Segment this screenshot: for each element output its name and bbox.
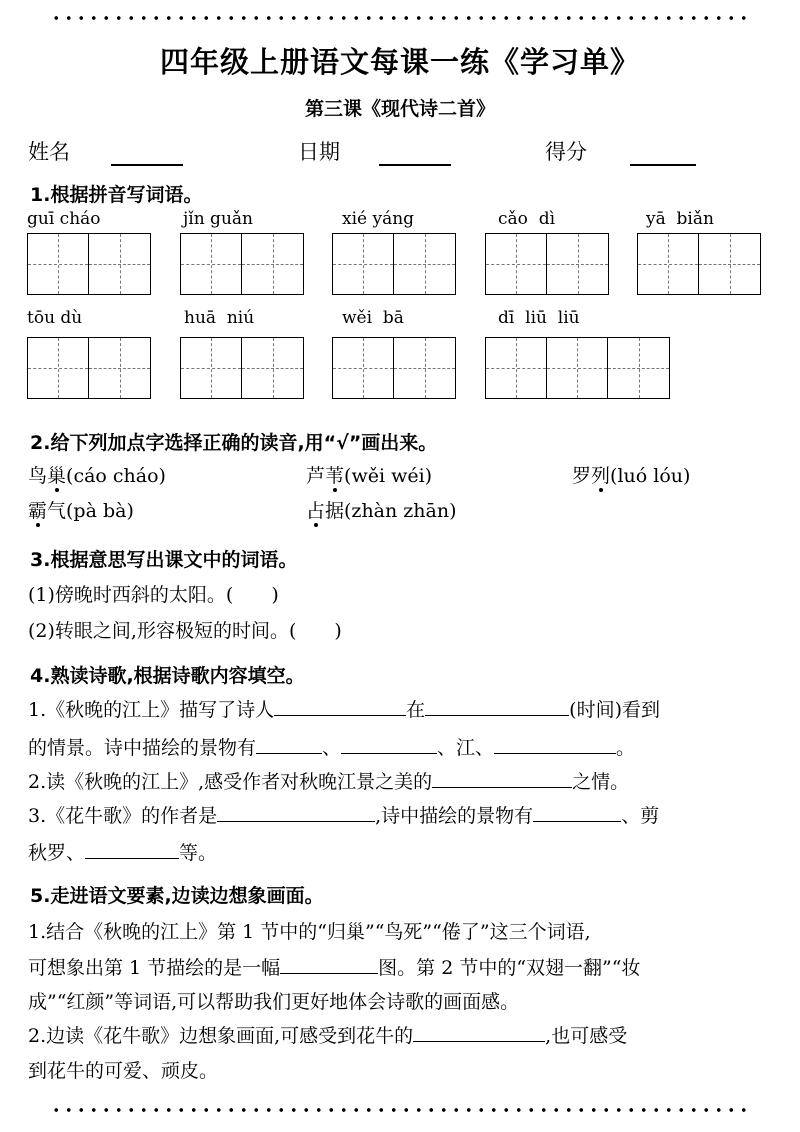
writing-cell[interactable] [638, 234, 699, 294]
dotted-char: 列 [591, 461, 610, 488]
date-field[interactable] [298, 136, 451, 166]
writing-cell[interactable] [394, 234, 455, 294]
q5-line-1: 1.结合《秋晚的江上》第 1 节中的“归巢”“鸟死”“倦了”这三个词语, [28, 921, 591, 943]
writing-cell[interactable] [608, 338, 669, 398]
writing-cell[interactable] [333, 338, 394, 398]
pinyin-label: huā niú [184, 308, 255, 328]
text: 1.《秋晚的江上》描写了诗人 [28, 699, 275, 721]
q3-heading: 3.根据意思写出课文中的词语。 [30, 549, 298, 571]
pinyin-label: yā biǎn [646, 209, 714, 229]
text: 图。第 2 节中的“双翅一翻”“妆 [378, 957, 641, 979]
writing-cell[interactable] [699, 234, 760, 294]
writing-grid[interactable] [180, 337, 304, 399]
writing-grid[interactable] [27, 233, 151, 295]
top-dotted-border [50, 15, 752, 21]
writing-cell[interactable] [181, 234, 242, 294]
pinyin-label: jǐn guǎn [183, 209, 253, 229]
writing-cell[interactable] [242, 234, 303, 294]
fill-blank[interactable] [341, 733, 437, 754]
writing-cell[interactable] [547, 338, 608, 398]
text: ,也可感受 [545, 1025, 628, 1047]
pinyin-label: cǎo dì [498, 209, 556, 229]
q4-line-5 [28, 838, 217, 865]
date-blank[interactable] [379, 142, 451, 166]
writing-cell[interactable] [394, 338, 455, 398]
writing-grid[interactable] [637, 233, 761, 295]
pinyin-options[interactable]: (luó lóu) [610, 465, 691, 487]
q2-heading: 2.给下列加点字选择正确的读音,用“√”画出来。 [30, 432, 438, 454]
writing-cell[interactable] [547, 234, 608, 294]
plain-char: 鸟 [28, 465, 48, 487]
bottom-dotted-border [50, 1107, 752, 1113]
writing-grid[interactable] [485, 233, 609, 295]
q1-heading: 1.根据拼音写词语。 [30, 184, 203, 206]
reading-choice[interactable] [28, 461, 166, 488]
reading-choice[interactable] [572, 461, 690, 488]
name-field[interactable] [28, 136, 183, 166]
writing-cell[interactable] [486, 338, 547, 398]
q4-line-3 [28, 767, 629, 794]
writing-cell[interactable] [242, 338, 303, 398]
text: (时间)看到 [569, 699, 660, 721]
q5-line-3: 成”“红颜”等词语,可以帮助我们更好地体会诗歌的画面感。 [28, 991, 520, 1013]
fill-blank[interactable] [533, 801, 621, 822]
q3-line-2[interactable]: (2)转眼之间,形容极短的时间。( ) [28, 620, 342, 642]
text: 2.边读《花牛歌》边想象画面,可感受到花牛的 [28, 1025, 414, 1047]
q4-line-1 [28, 695, 660, 722]
text: 在 [406, 699, 426, 721]
fill-blank[interactable] [256, 733, 322, 754]
dotted-char: 占 [306, 496, 325, 523]
plain-char: 罗 [572, 465, 592, 487]
writing-grid[interactable] [332, 337, 456, 399]
score-label: 得分 [545, 140, 587, 164]
pinyin-options[interactable]: (wěi wéi) [344, 465, 433, 487]
writing-grid[interactable] [180, 233, 304, 295]
pinyin-options[interactable]: 据(zhàn zhān) [325, 500, 457, 522]
q4-line-2 [28, 733, 635, 760]
text: 、剪 [621, 805, 660, 827]
text: 2.读《秋晚的江上》,感受作者对秋晚江景之美的 [28, 771, 433, 793]
pinyin-label: xié yáng [342, 209, 415, 229]
q3-line-1[interactable]: (1)傍晚时西斜的太阳。( ) [28, 584, 279, 606]
pinyin-options[interactable]: (cáo cháo) [66, 465, 166, 487]
q5-line-5: 到花牛的可爱、顽皮。 [28, 1060, 219, 1082]
pinyin-label: tōu dù [27, 308, 83, 328]
writing-cell[interactable] [89, 234, 150, 294]
dotted-char: 苇 [325, 461, 344, 488]
text: 等。 [179, 842, 218, 864]
text: 之情。 [572, 771, 630, 793]
q5-heading: 5.走进语文要素,边读边想象画面。 [30, 885, 324, 907]
writing-grid[interactable] [332, 233, 456, 295]
text: 、 [322, 737, 342, 759]
score-blank[interactable] [630, 142, 696, 166]
pinyin-options[interactable]: 气(pà bà) [47, 500, 134, 522]
q4-heading: 4.熟读诗歌,根据诗歌内容填空。 [30, 665, 305, 687]
q5-line-2 [28, 953, 640, 980]
text: ,诗中描绘的景物有 [375, 805, 534, 827]
fill-blank[interactable] [413, 1021, 545, 1042]
page-subtitle: 第三课《现代诗二首》 [304, 98, 495, 120]
writing-cell[interactable] [89, 338, 150, 398]
fill-blank[interactable] [432, 767, 572, 788]
fill-blank[interactable] [274, 695, 406, 716]
text: 、江、 [437, 737, 495, 759]
reading-choice[interactable] [306, 461, 432, 488]
fill-blank[interactable] [217, 801, 375, 822]
pinyin-label: wěi bā [342, 308, 404, 328]
dotted-char: 巢 [47, 461, 66, 488]
name-label: 姓名 [28, 140, 70, 164]
writing-cell[interactable] [28, 234, 89, 294]
writing-cell[interactable] [486, 234, 547, 294]
fill-blank[interactable] [494, 733, 616, 754]
pinyin-label: guī cháo [27, 209, 101, 229]
writing-cell[interactable] [28, 338, 89, 398]
text: 。 [616, 737, 636, 759]
text: 的情景。诗中描绘的景物有 [28, 737, 257, 759]
plain-char: 芦 [306, 465, 326, 487]
writing-grid[interactable] [27, 337, 151, 399]
fill-blank[interactable] [425, 695, 569, 716]
pinyin-label: dī liū liū [498, 308, 580, 328]
dotted-char: 霸 [28, 496, 47, 523]
name-blank[interactable] [111, 142, 183, 166]
page-title: 四年级上册语文每课一练《学习单》 [159, 45, 640, 79]
text: 3.《花牛歌》的作者是 [28, 805, 218, 827]
fill-blank[interactable] [85, 838, 179, 859]
score-field[interactable] [545, 136, 696, 166]
writing-cell[interactable] [181, 338, 242, 398]
fill-blank[interactable] [280, 953, 378, 974]
reading-choice[interactable] [28, 496, 134, 523]
reading-choice[interactable] [306, 496, 457, 523]
q4-line-4 [28, 801, 659, 828]
writing-grid[interactable] [485, 337, 670, 399]
date-label: 日期 [298, 140, 340, 164]
text: 可想象出第 1 节描绘的是一幅 [28, 957, 281, 979]
q5-line-4 [28, 1021, 627, 1048]
writing-cell[interactable] [333, 234, 394, 294]
text: 秋罗、 [28, 842, 86, 864]
